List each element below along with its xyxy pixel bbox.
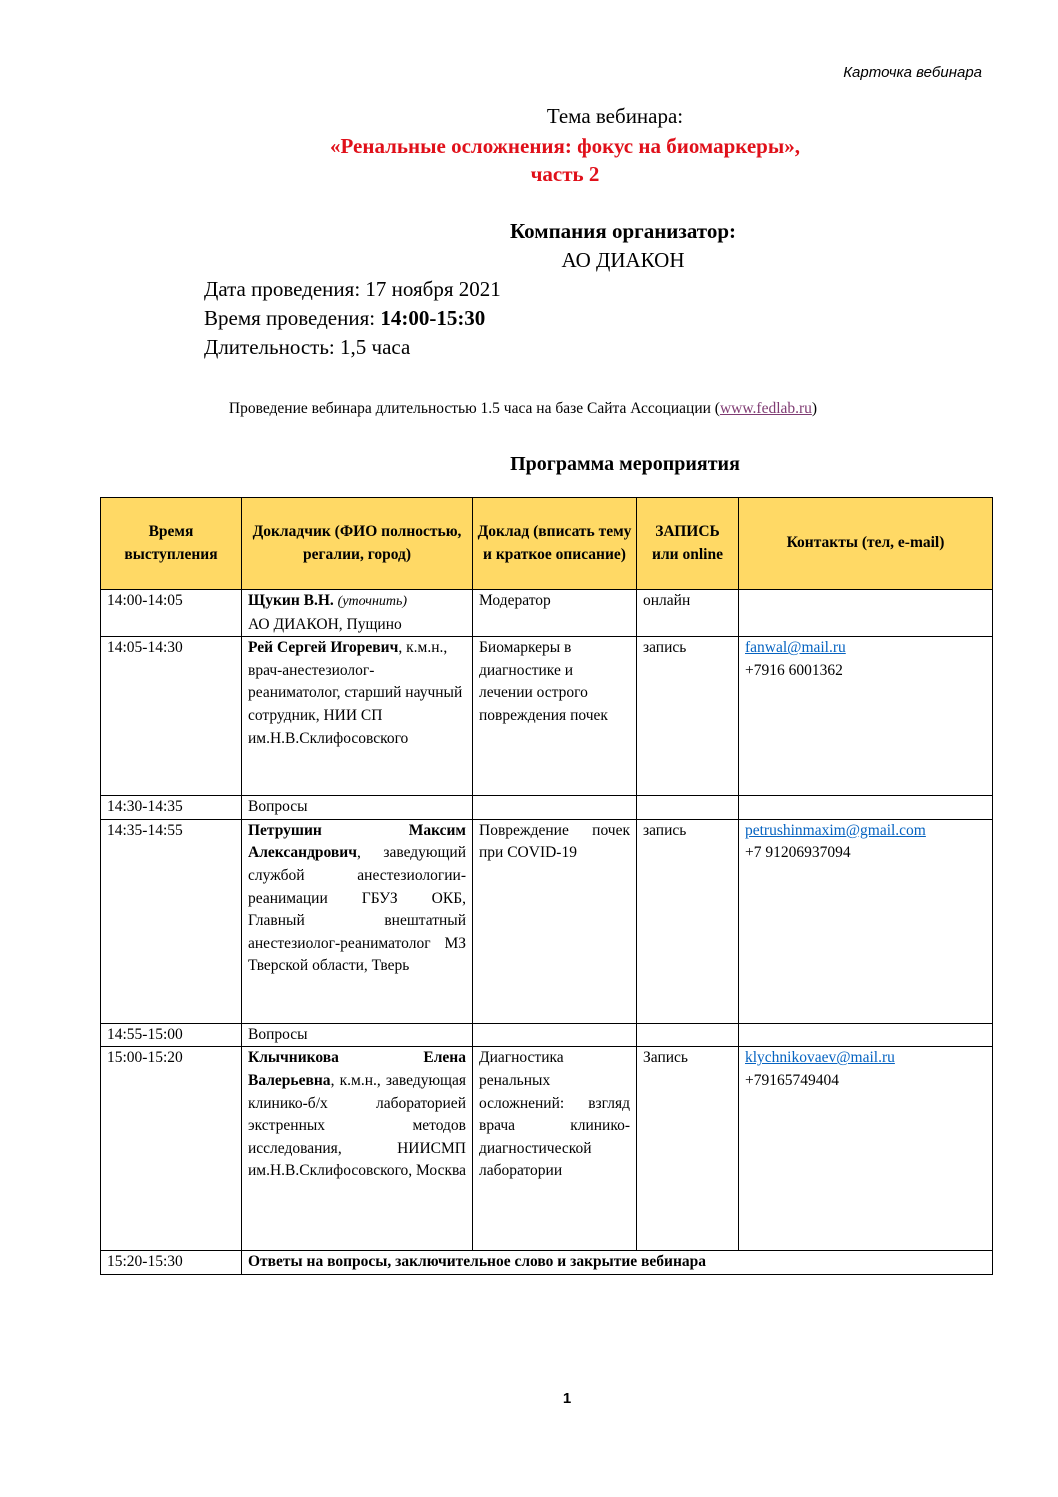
program-table: [100, 497, 993, 1275]
row-format: [637, 1023, 739, 1047]
speaker-details: , к.м.н., врач-анестезиолог-реаниматолог, старший научный сотрудник, НИИ СП им.Н.В.Склифосовского: [248, 639, 463, 747]
event-time: [204, 306, 485, 331]
row-contacts: [739, 819, 993, 1023]
speaker-details: , к.м.н., заведующая клинико-б/х лабораторией экстренных методов исследования, НИИСМП им.Н.В.Склифосовского, Москва: [248, 1071, 466, 1180]
row-format: Запись: [637, 1047, 739, 1251]
speaker-details: , заведующий службой анестезиологии-реанимации ГБУЗ ОКБ, Главный внештатный анестезиолог-реаниматолог МЗ Тверской области, Тверь: [248, 844, 466, 975]
row-speaker: [242, 819, 473, 1023]
table-row-closing: [101, 1251, 993, 1275]
row-contacts: [739, 1023, 993, 1047]
event-date: Дата проведения: 17 ноября 2021: [204, 277, 501, 301]
platform-note: [0, 400, 1046, 418]
row-speaker: [242, 637, 473, 796]
row-contacts: [739, 1047, 993, 1251]
column-header-report: Доклад (вписать тему и краткое описание): [473, 498, 637, 590]
webinar-theme-label: Тема вебинара:: [546, 104, 684, 128]
row-contacts: [739, 796, 993, 820]
row-report: [473, 1023, 637, 1047]
webinar-part: часть 2: [530, 162, 600, 186]
table-row: [101, 796, 993, 820]
speaker-phone: +7 91206937094: [745, 844, 851, 862]
column-header-time: Время выступления: [101, 498, 242, 590]
speaker-details: АО ДИАКОН, Пущино: [248, 615, 402, 633]
row-time: 14:30-14:35: [101, 796, 242, 820]
row-report: Биомаркеры в диагностике и лечении острого повреждения почек: [473, 637, 637, 796]
row-contacts: [739, 637, 993, 796]
row-speaker: Вопросы: [242, 1023, 473, 1047]
table-row: [101, 819, 993, 1023]
page-number: 1: [562, 1390, 572, 1407]
row-time: 14:00-14:05: [101, 590, 242, 637]
event-time-label: Время проведения:: [204, 306, 381, 330]
speaker-name: Клычникова Елена Валерьевна: [248, 1049, 466, 1089]
row-speaker: [242, 590, 473, 637]
closing-text: Ответы на вопросы, заключительное слово и закрытие вебинара: [242, 1251, 993, 1275]
row-report: Повреждение почек при COVID-19: [473, 819, 637, 1023]
table-header-row: [101, 498, 993, 590]
event-duration: Длительность: 1,5 часа: [204, 335, 411, 359]
row-time: 15:20-15:30: [101, 1251, 242, 1275]
speaker-name: Щукин В.Н.: [248, 592, 334, 609]
row-speaker: [242, 1047, 473, 1251]
column-header-speaker: Докладчик (ФИО полностью, регалии, город): [242, 498, 473, 590]
table-row: [101, 1047, 993, 1251]
table-row: [101, 637, 993, 796]
table-row: [101, 1023, 993, 1047]
association-site-link[interactable]: www.fedlab.ru: [719, 400, 812, 417]
speaker-phone: +79165749404: [745, 1071, 839, 1089]
row-report: Модератор: [473, 590, 637, 637]
document-type-label: Карточка вебинара: [843, 64, 982, 81]
column-header-contacts: Контакты (тел, e-mail): [739, 498, 993, 590]
row-format: онлайн: [637, 590, 739, 637]
event-time-value: 14:00-15:30: [380, 306, 486, 330]
speaker-email-link[interactable]: fanwal@mail.ru: [745, 639, 846, 657]
webinar-title: «Ренальные осложнения: фокус на биомаркеры»,: [329, 134, 800, 158]
row-time: 14:55-15:00: [101, 1023, 242, 1047]
organizer-name: АО ДИАКОН: [561, 248, 685, 272]
row-time: 15:00-15:20: [101, 1047, 242, 1251]
platform-note-end: ): [811, 400, 818, 417]
row-speaker: Вопросы: [242, 796, 473, 820]
platform-note-text: Проведение вебинара длительностью 1.5 часа на базе Сайта Ассоциации (: [228, 400, 720, 417]
row-time: 14:35-14:55: [101, 819, 242, 1023]
row-report: Диагностика ренальных осложнений: взгляд врача клинико-диагностической лаборатории: [473, 1047, 637, 1251]
row-time: 14:05-14:30: [101, 637, 242, 796]
speaker-email-link[interactable]: petrushinmaxim@gmail.com: [745, 821, 926, 839]
organizer-label: Компания организатор:: [509, 219, 737, 243]
speaker-email-link[interactable]: klychnikovaev@mail.ru: [745, 1049, 895, 1067]
row-format: запись: [637, 637, 739, 796]
speaker-note: (уточнить): [337, 594, 408, 609]
program-title: Программа мероприятия: [510, 453, 740, 475]
row-contacts: [739, 590, 993, 637]
row-format: [637, 796, 739, 820]
table-row: [101, 590, 993, 637]
speaker-name: Рей Сергей Игоревич: [248, 639, 399, 657]
speaker-phone: +7916 6001362: [745, 661, 843, 679]
column-header-format: ЗАПИСЬ или online: [637, 498, 739, 590]
row-format: запись: [637, 819, 739, 1023]
speaker-name: Петрушин Максим Александрович: [248, 821, 466, 862]
row-report: [473, 796, 637, 820]
